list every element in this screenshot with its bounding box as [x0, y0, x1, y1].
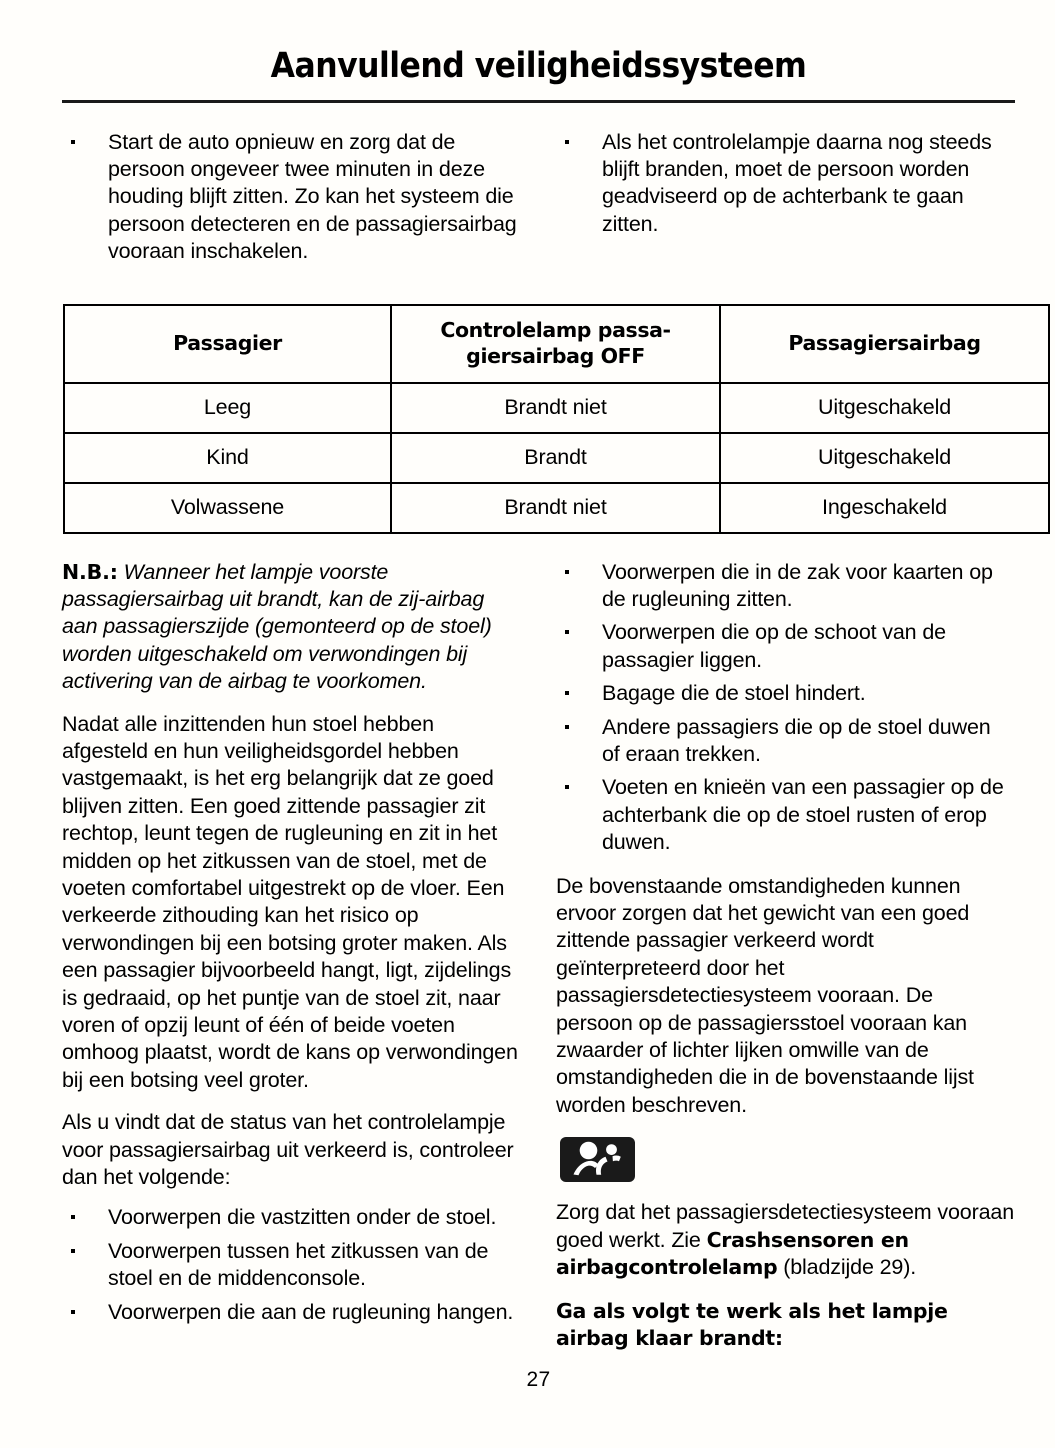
page-content	[62, 0, 1015, 1448]
list-item	[556, 129, 1014, 239]
airbag-warning-icon	[560, 1137, 635, 1182]
table-cell: Ingeschakeld	[720, 483, 1049, 533]
table-row	[64, 383, 1049, 433]
list-item	[556, 680, 1014, 707]
title-divider	[62, 100, 1015, 103]
list-item	[556, 559, 1014, 614]
top-bullets-row	[62, 129, 1015, 280]
main-body-row	[62, 559, 1015, 1352]
table-header-passagier: Passagier	[64, 305, 391, 383]
list-item-text: Start de auto opnieuw en zorg dat de persoon ongeveer twee minuten in deze houding blijft zitten. Zo kan het systeem die persoon detecteren en de passagiersairbag vooraan inschakelen.	[108, 129, 517, 264]
list-item-text: Voeten en knieën van een passagier op de achterbank die op de stoel rusten of erop duwen.	[602, 775, 1004, 855]
table-cell: Brandt niet	[391, 483, 720, 533]
closing-text-after: (bladzijde 29).	[777, 1255, 917, 1280]
page-number: 27	[526, 1368, 551, 1391]
bullet-dot-icon	[71, 1249, 75, 1253]
list-item-text: Andere passagiers die op de stoel duwen of eraan trekken.	[602, 714, 991, 766]
bullet-dot-icon	[71, 1310, 75, 1314]
page-title: Aanvullend veiligheidssysteem	[270, 46, 807, 86]
list-item-text: Bagage die de stoel hindert.	[602, 681, 866, 706]
bullet-dot-icon	[565, 570, 569, 574]
bullet-dot-icon	[565, 630, 569, 634]
table-cell: Volwassene	[64, 483, 391, 533]
bullet-dot-icon	[565, 140, 569, 144]
table-cell: Leeg	[64, 383, 391, 433]
note-block	[62, 559, 520, 696]
paragraph-misinterpretation: De bovenstaande omstandigheden kunnen ervoor zorgen dat het gewicht van een goed zittende passagier verkeerd wordt geïnterpreteerd door het passagiersdetectiesysteem vooraan. De persoon op de passagiersstoel vooraan kan zwaarder of lichter lijken omwille van de omstandigheden die in de bovenstaande lijst worden beschreven.	[556, 873, 974, 1117]
passenger-airbag-table	[63, 304, 1050, 534]
table-header-passagiersairbag: Passagiersairbag	[720, 305, 1049, 383]
list-item-text: Als het controlelampje daarna nog steeds blijft branden, moet de persoon worden geadviseerd op de achterbank te gaan zitten.	[602, 129, 992, 236]
left-check-bullet-list	[62, 1204, 520, 1326]
note-label: N.B.:	[62, 559, 118, 584]
main-right-column	[556, 559, 1014, 1352]
table-cell: Brandt	[391, 433, 720, 483]
table-row	[64, 483, 1049, 533]
list-item	[556, 774, 1014, 856]
list-item-text: Voorwerpen die op de schoot van de passagier liggen.	[602, 620, 946, 672]
table-cell: Kind	[64, 433, 391, 483]
table-cell: Uitgeschakeld	[720, 383, 1049, 433]
note-text: Wanneer het lampje voorste passagiersairbag uit brandt, kan de zij-airbag aan passagierszijde (gemonteerd op de stoel) worden uitgeschakeld om verwondingen bij activering van de airbag te voorkomen.	[62, 559, 492, 694]
paragraph-seating-posture: Nadat alle inzittenden hun stoel hebben afgesteld en hun veiligheidsgordel hebben vastgemaakt, is het erg belangrijk dat ze goed blijven zitten. Een goed zittende passagier zit rechtop, leunt tegen de rugleuning en zit in het midden op het zitkussen van de stoel, met de voeten comfortabel uitgestrekt op de vloer. Een verkeerde zithouding kan het risico op verwondingen bij een botsing groter maken. Als een passagier bijvoorbeeld hangt, ligt, zijdelings is gedraaid, op het puntje van de stoel zit, naar voren of opzij leunt of één of beide voeten omhoog plaatst, wordt de kans op verwondingen bij een botsing veel groter.	[62, 711, 518, 1092]
list-item	[556, 714, 1014, 769]
table-row	[64, 433, 1049, 483]
list-item	[556, 619, 1014, 674]
top-bullets-left-column	[62, 129, 520, 280]
list-item	[62, 1204, 520, 1231]
table-cell: Uitgeschakeld	[720, 433, 1049, 483]
bullet-list	[556, 129, 1014, 239]
paragraph-closing	[556, 1199, 1014, 1281]
bullet-dot-icon	[71, 140, 75, 144]
bullet-dot-icon	[565, 725, 569, 729]
closing-text-before: Zorg dat het passagiersdetectiesysteem vooraan goed werkt. Zie	[556, 1200, 1014, 1252]
cross-reference-link[interactable]: Crashsensoren en airbagcontrolelamp	[556, 1227, 909, 1280]
list-item-text: Voorwerpen tussen het zitkussen van de stoel en de middenconsole.	[108, 1238, 489, 1291]
table-cell: Brandt niet	[391, 383, 720, 433]
bullet-dot-icon	[71, 1215, 75, 1219]
list-item	[62, 129, 520, 266]
bullet-dot-icon	[565, 785, 569, 789]
list-item-text: Voorwerpen die aan de rugleuning hangen.	[108, 1299, 514, 1324]
right-check-bullet-list	[556, 559, 1014, 857]
list-item-text: Voorwerpen die in de zak voor kaarten op de rugleuning zitten.	[602, 559, 993, 611]
paragraph-check-intro: Als u vindt dat de status van het controlelampje voor passagiersairbag uit verkeerd is, controleer dan het volgende:	[62, 1110, 514, 1190]
bullet-dot-icon	[565, 691, 569, 695]
list-item	[62, 1299, 520, 1326]
list-item	[62, 1238, 520, 1293]
main-left-column	[62, 559, 520, 1352]
top-bullets-right-column	[556, 129, 1014, 280]
subheading-procedure: Ga als volgt te werk als het lampje airbag klaar brandt:	[556, 1299, 948, 1351]
list-item-text: Voorwerpen die vastzitten onder de stoel.	[108, 1205, 497, 1230]
table-header-controlelamp: Controlelamp passa-giersairbag OFF	[391, 305, 720, 383]
bullet-list	[62, 129, 520, 266]
table-header-row	[64, 305, 1049, 383]
